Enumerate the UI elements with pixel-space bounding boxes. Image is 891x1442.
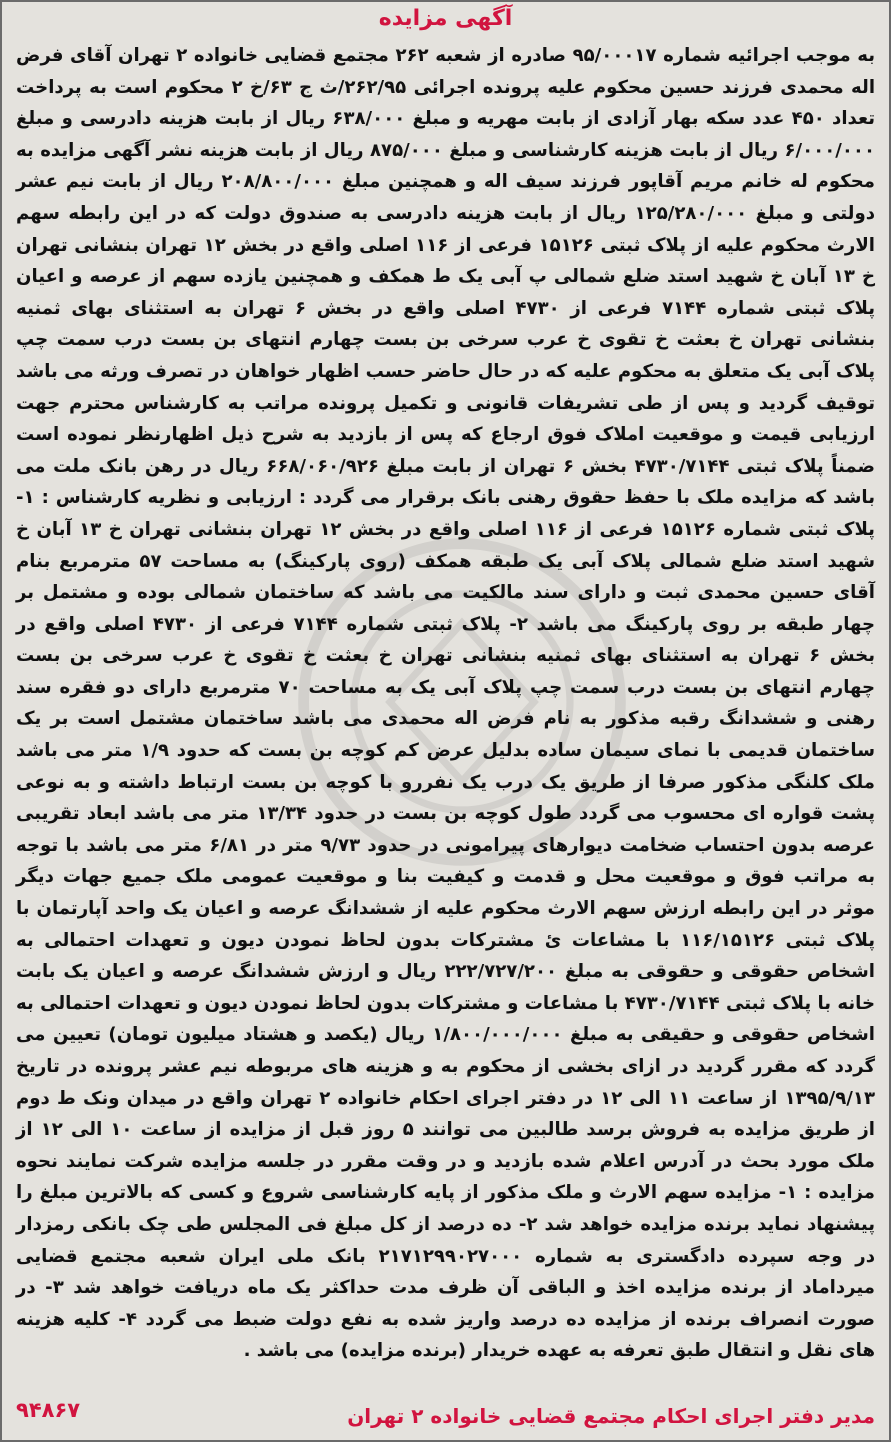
ad-code: ۹۴۸۶۷ (16, 1398, 81, 1422)
issuer-signature: مدیر دفتر اجرای احکام مجتمع قضایی خانواده ۲ تهران (347, 1404, 875, 1428)
notice-footer (16, 1392, 875, 1432)
notice-title: آگهی مزایده (378, 6, 513, 31)
notice-body: به موجب اجرائیه شماره ۹۵/۰۰۰۱۷ صادره از شعبه ۲۶۲ مجتمع قضایی خانواده ۲ تهران آقای فرض اله محمدی فرزند حسین محکوم علیه پرونده اجرائی ۲۶۲/۹۵/ث ج ۶۳/خ ۲ محکوم است به پرداخت تعداد ۴۵۰ عدد سکه بهار آزادی از بابت مهریه و مبلغ ۶۳۸/۰۰۰ ریال از بابت هزینه دادرسی و مبلغ ۶/۰۰۰/۰۰۰ ریال از بابت هزینه کارشناسی و مبلغ ۸۷۵/۰۰۰ ریال از بابت هزینه نشر آگهی مزایده به محکوم له خانم مریم آقاپور فرزند سیف اله و همچنین مبلغ ۲۰۸/۸۰۰/۰۰۰ ریال از بابت نیم عشر دولتی و مبلغ ۱۲۵/۲۸۰/۰۰۰ ریال از بابت هزینه دادرسی به صندوق دولت که در این رابطه سهم الارث محکوم علیه از پلاک ثبتی ۱۵۱۲۶ فرعی از ۱۱۶ اصلی واقع در بخش ۱۲ تهران بنشانی تهران خ ۱۳ آبان خ شهید استد ضلع شمالی پ آبی یک ط همکف و همچنین یازده سهم از عرصه و اعیان پلاک ثبتی شماره ۷۱۴۴ فرعی از ۴۷۳۰ اصلی واقع در بخش ۶ تهران به استثنای بهای ثمنیه بنشانی تهران خ بعثت خ تقوی خ عرب سرخی بن بست چهارم انتهای بن بست درب سمت چپ پلاک آبی یک متعلق به محکوم علیه که در حال حاضر حسب اظهار خواهان در تصرف ورثه می باشد توقیف گردید و پس از طی تشریفات قانونی و تکمیل پرونده مراتب به کارشناس محترم جهت ارزیابی قیمت و موقعیت املاک فوق ارجاع که پس از بازدید به شرح ذیل اظهارنظر نموده است ضمناً پلاک ثبتی ۴۷۳۰/۷۱۴۴ بخش ۶ تهران از بابت مبلغ ۶۶۸/۰۶۰/۹۲۶ ریال در رهن بانک ملت می باشد که مزایده ملک با حفظ حقوق رهنی بانک برقرار می گردد : ارزیابی و نظریه کارشناس : ۱- پلاک ثبتی شماره ۱۵۱۲۶ فرعی از ۱۱۶ اصلی واقع در بخش ۱۲ تهران بنشانی تهران خ ۱۳ آبان خ شهید استد ضلع شمالی پلاک آبی یک طبقه همکف (روی پارکینگ) به مساحت ۵۷ مترمربع بنام آقای حسین محمدی ثبت و دارای سند مالکیت می باشد که ساختمان شمالی بوده و مشتمل بر چهار طبقه بر روی پارکینگ می باشد ۲- پلاک ثبتی شماره ۷۱۴۴ فرعی از ۴۷۳۰ اصلی واقع در بخش ۶ تهران به استثنای بهای ثمنیه بنشانی تهران خ بعثت خ تقوی خ عرب سرخی بن بست چهارم انتهای بن بست درب سمت چپ پلاک آبی یک به مساحت ۷۰ مترمربع دارای دو فقره سند رهنی و ششدانگ رقبه مذکور به نام فرض اله محمدی می باشد ساختمان مشتمل است بر یک ساختمان قدیمی با نمای سیمان ساده بدلیل عرض کم کوچه بن بست که حدود ۱/۹ متر می باشد ملک کلنگی مذکور صرفا از طریق یک درب یک نفررو با کوچه بن بست ارتباط داشته و به نوعی پشت قواره ای محسوب می گردد طول کوچه بن بست در حدود ۱۳/۳۴ متر می باشد ابعاد تقریبی عرصه بدون احتساب ضخامت دیوارهای پیرامونی در حدود ۹/۷۳ متر در ۶/۸۱ متر می باشد با توجه به مراتب فوق و موقعیت محل و قدمت و کیفیت بنا و موقعیت عمومی ملک جمیع جهات دیگر موثر در این رابطه ارزش سهم الارث محکوم علیه از ششدانگ عرصه و اعیان یک واحد آپارتمان با پلاک ثبتی ۱۱۶/۱۵۱۲۶ با مشاعات ئ مشترکات بدون لحاظ نمودن دیون و تعهدات احتمالی به اشخاص حقوقی و حقوقی به مبلغ ۲۲۲/۷۲۷/۲۰۰ ریال و ارزش ششدانگ عرصه و اعیان یک بابت خانه با پلاک ثبتی ۴۷۳۰/۷۱۴۴ با مشاعات و مشترکات بدون لحاظ نمودن دیون و تعهدات احتمالی به اشخاص حقوقی و حقیقی به مبلغ ۱/۸۰۰/۰۰۰/۰۰۰ ریال (یکصد و هشتاد میلیون تومان) تعیین می گردد که مقرر گردید در ازای بخشی از محکوم به و هزینه های مربوطه نیم عشر پرونده در تاریخ ۱۳۹۵/۹/۱۳ از ساعت ۱۱ الی ۱۲ در دفتر اجرای احکام خانواده ۲ تهران واقع در میدان ونک ط دوم از طریق مزایده به فروش برسد طالبین می توانند ۵ روز قبل از مزایده از ساعت ۱۰ الی ۱۲ از ملک مورد بحث در آدرس اعلام شده بازدید و در وقت مقرر در جلسه مزایده شرکت نمایند نحوه مزایده : ۱- مزایده سهم الارث و ملک مذکور از پایه کارشناسی شروع و کسی که بالاترین مبلغ را پیشنهاد نماید برنده مزایده خواهد شد ۲- ده درصد از کل مبلغ فی المجلس طی چک بانکی رمزدار در وجه سپرده دادگستری به شماره ۲۱۷۱۲۹۹۰۲۷۰۰۰ بانک ملی ایران شعبه مجتمع قضایی میرداماد از برنده مزایده اخذ و الباقی آن ظرف مدت حداکثر یک ماه دریافت خواهد شد ۳- در صورت انصراف برنده از مزایده ده درصد واریز شده به نفع دولت ضبط می گردد ۴- کلیه هزینه های نقل و انتقال طبق تعرفه به عهده خریدار (برنده مزایده) می باشد . (16, 45, 876, 1362)
